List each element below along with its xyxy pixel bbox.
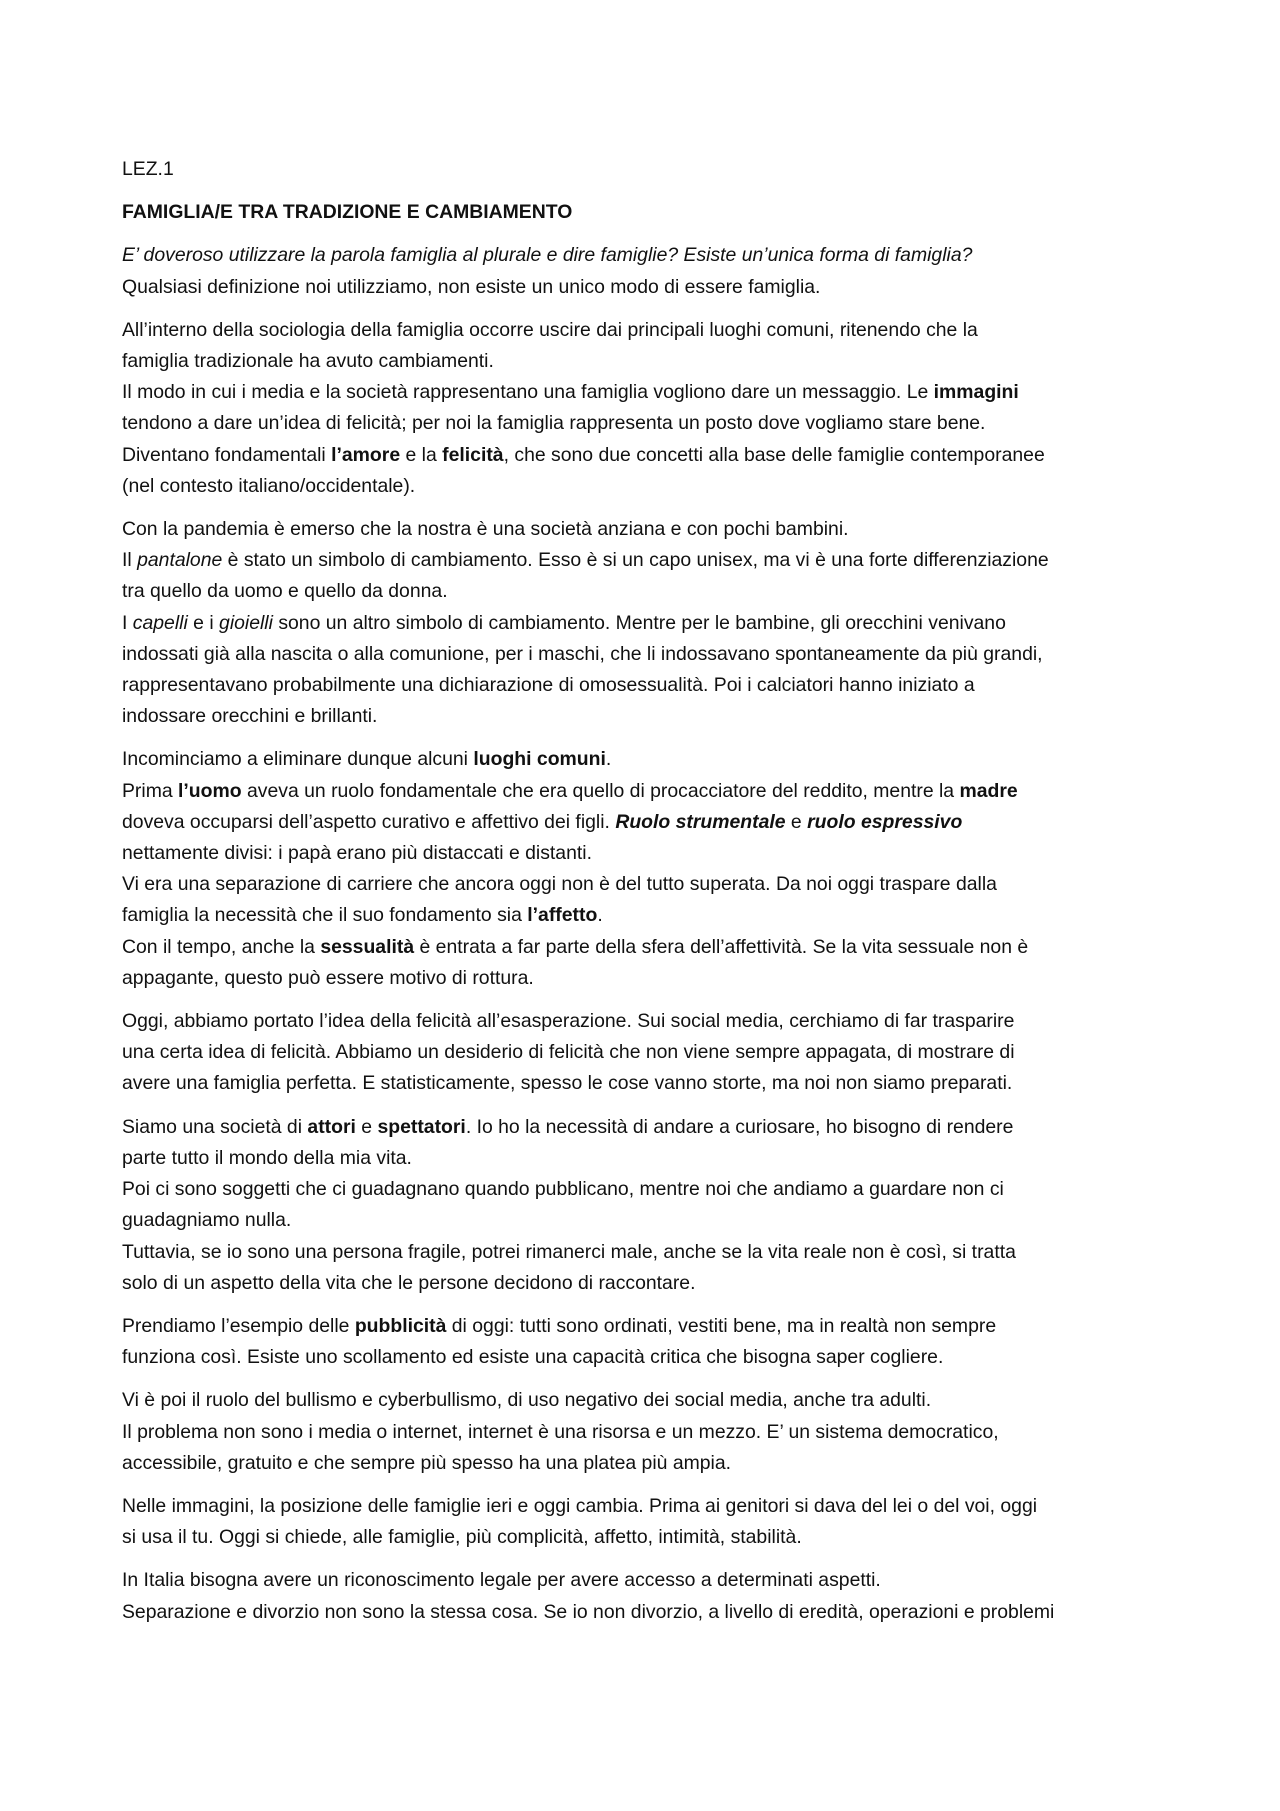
paragraph-7: Prendiamo l’esempio delle pubblicità di oggi: tutti sono ordinati, vestiti bene, ma in realtà non sempre funziona così. Esiste uno scollamento ed esiste una capacità critica che bisogna saper cogliere. (122, 1314, 997, 1369)
question-line: E’ doveroso utilizzare la parola famiglia al plurale e dire famiglie? Esiste un’unica forma di famiglia? (122, 244, 973, 267)
emphasis-ruolo-espressivo: ruolo espressivo (807, 810, 963, 833)
emphasis-pantalone: pantalone (137, 549, 223, 572)
emphasis-madre: madre (959, 779, 1018, 802)
emphasis-felicita: felicità (442, 443, 504, 466)
paragraph-3: Con la pandemia è emerso che la nostra è una società anziana e con pochi bambini. Il pantalone è stato un simbolo di cambiamento. Esso è si un capo unisex, ma vi è una forte differenziazione tra quello da uomo e quello da donna. I capelli e i gioielli sono un altro simbolo di cambiamento. Mentre per le bambine, gli orecchini venivano indossati già alla nascita o alla comunione, per i maschi, che li indossavano spontaneamente da più grandi, rappresentavano probabilmente una dichiarazione di omosessualità. Poi i calciatori hanno iniziato a indossare orecchini e brillanti. (122, 518, 1049, 728)
emphasis-capelli: capelli (132, 611, 188, 634)
paragraph-9: Nelle immagini, la posizione delle famiglie ieri e oggi cambia. Prima ai genitori si dava del lei o del voi, oggi si usa il tu. Oggi si chiede, alle famiglie, più complicità, affetto, intimità, stabilità. (122, 1494, 1038, 1549)
paragraph-4: Incominciamo a eliminare dunque alcuni luoghi comuni. Prima l’uomo aveva un ruolo fondamentale che era quello di procacciatore del reddito, mentre la madre doveva occuparsi dell’aspetto curativo e affettivo dei figli. Ruolo strumentale e ruolo espressivo nettamente divisi: i papà erano più distaccati e distanti. Vi era una separazione di carriere che ancora oggi non è del tutto superata. Da noi oggi traspare dalla famiglia la necessità che il suo fondamento sia l’affetto. Con il tempo, anche la sessualità è entrata a far parte della sfera dell’affettività. Se la vita sessuale non è appagante, questo può essere motivo di rottura. (122, 748, 1029, 989)
emphasis-amore: l’amore (331, 443, 401, 466)
paragraph-8: Vi è poi il ruolo del bullismo e cyberbullismo, di uso negativo dei social media, anche tra adulti. Il problema non sono i media o internet, internet è una risorsa e un mezzo. E’ un sistema democratico, accessibile, gratuito e che sempre più spesso ha una platea più ampia. (122, 1389, 999, 1474)
emphasis-immagini: immagini (933, 381, 1019, 404)
paragraph-1: E’ doveroso utilizzare la parola famiglia al plurale e dire famiglie? Esiste un’unica forma di famiglia? Qualsiasi definizione noi utilizziamo, non esiste un unico modo di essere famiglia. (122, 240, 1170, 302)
emphasis-uomo: l’uomo (178, 779, 242, 802)
emphasis-pubblicita: pubblicità (354, 1314, 447, 1337)
document-title: FAMIGLIA/E TRA TRADIZIONE E CAMBIAMENTO (122, 201, 573, 224)
emphasis-ruolo-strumentale: Ruolo strumentale (615, 810, 786, 833)
lesson-label: LEZ.1 (122, 158, 174, 180)
emphasis-sessualita: sessualità (320, 935, 415, 958)
emphasis-luoghi-comuni: luoghi comuni (473, 748, 606, 771)
emphasis-spettatori: spettatori (377, 1115, 466, 1138)
paragraph-2: All’interno della sociologia della famiglia occorre uscire dai principali luoghi comuni, ritenendo che la famiglia tradizionale ha avuto cambiamenti. Il modo in cui i media e la società rappresentano una famiglia vogliono dare un messaggio. Le immagini tendono a dare un’idea di felicità; per noi la famiglia rappresenta un posto dove vogliamo stare bene. Diventano fondamentali l’amore e la felicità, che sono due concetti alla base delle famiglie contemporanee (nel contesto italiano/occidentale). (122, 318, 1045, 497)
emphasis-attori: attori (307, 1115, 356, 1138)
emphasis-gioielli: gioielli (219, 611, 273, 634)
paragraph-10: In Italia bisogna avere un riconoscimento legale per avere accesso a determinati aspetti. Separazione e divorzio non sono la stessa cosa. Se io non divorzio, a livello di eredità, operazioni e problemi (122, 1569, 1055, 1623)
document-body (122, 154, 1170, 1628)
paragraph-5: Oggi, abbiamo portato l’idea della felicità all’esasperazione. Sui social media, cerchiamo di far trasparire una certa idea di felicità. Abbiamo un desiderio di felicità che non viene sempre appagata, di mostrare di avere una famiglia perfetta. E statisticamente, spesso le cose vanno storte, ma noi non siamo preparati. (122, 1010, 1015, 1095)
emphasis-affetto: l’affetto (527, 904, 598, 927)
paragraph-6: Siamo una società di attori e spettatori. Io ho la necessità di andare a curiosare, ho bisogno di rendere parte tutto il mondo della mia vita. Poi ci sono soggetti che ci guadagnano quando pubblicano, mentre noi che andiamo a guardare non ci guadagniamo nulla. Tuttavia, se io sono una persona fragile, potrei rimanerci male, anche se la vita reale non è così, si tratta solo di un aspetto della vita che le persone decidono di raccontare. (122, 1115, 1016, 1294)
